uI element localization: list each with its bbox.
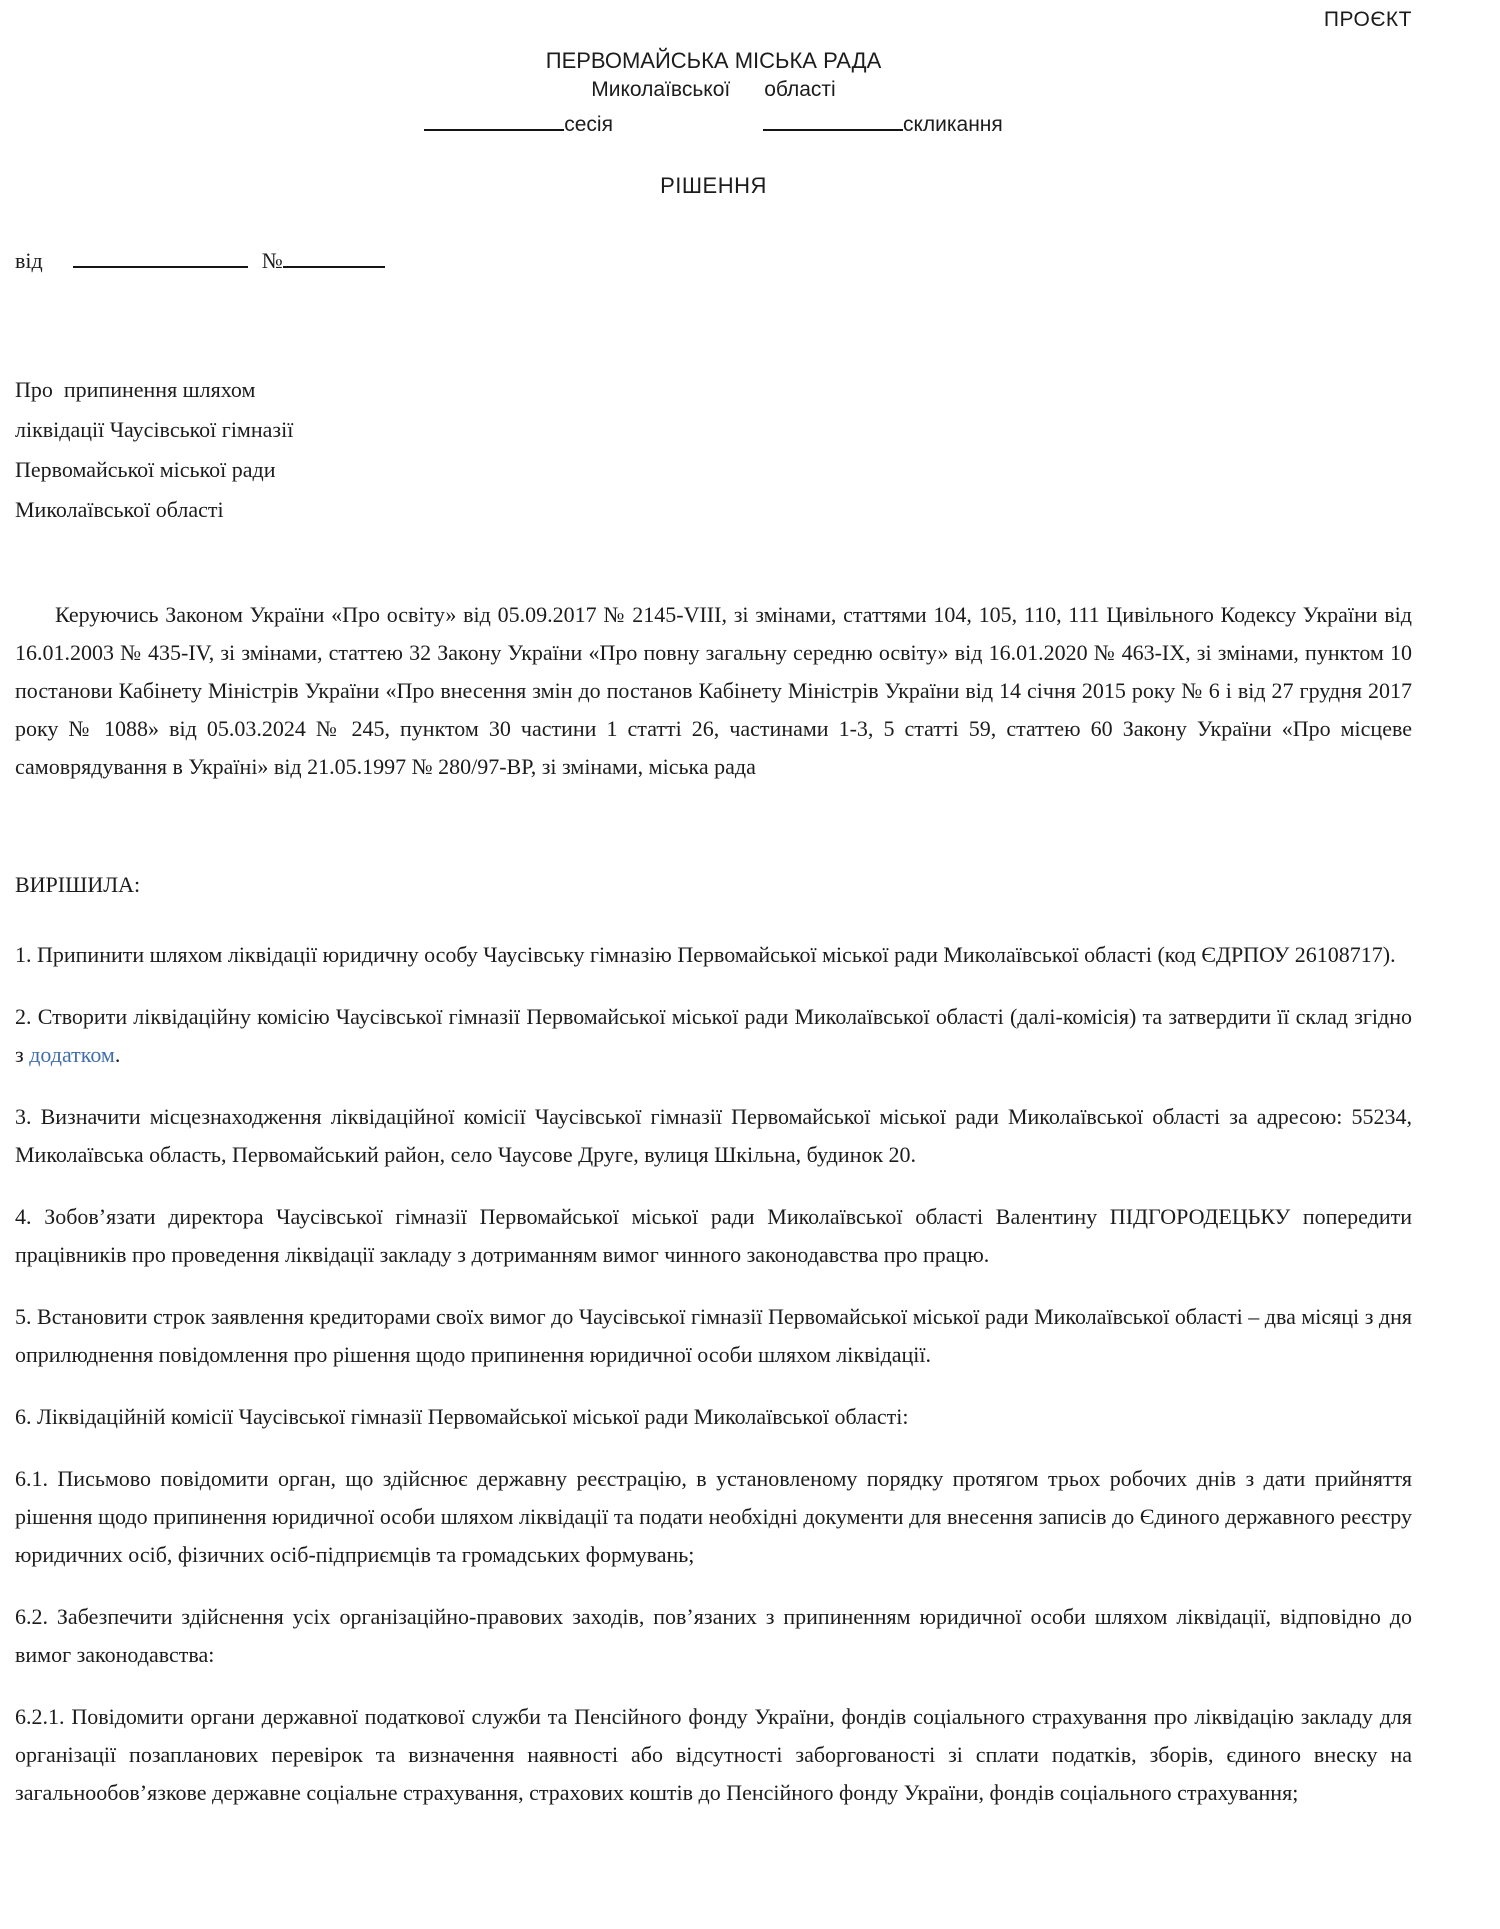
decree-item-6-2: 6.2. Забезпечити здійснення усіх організаційно-правових заходів, пов’язаних з припиненням юридичної особи шляхом ліквідації, відповідно до вимог законодавства: bbox=[15, 1603, 1412, 1667]
session-line bbox=[15, 109, 1412, 137]
decision-title: РІШЕННЯ bbox=[660, 172, 767, 198]
draft-label: ПРОЄКТ bbox=[1323, 8, 1412, 31]
number-blank bbox=[283, 245, 385, 268]
date-prefix: від bbox=[15, 247, 43, 273]
date-blank bbox=[73, 245, 248, 268]
session-word: сесія bbox=[564, 112, 613, 136]
subject-line-3: Первомайської міської ради bbox=[15, 456, 276, 482]
decree-item-2-period: . bbox=[114, 1041, 121, 1067]
decree-item-2 bbox=[15, 998, 1412, 1074]
number-prefix: № bbox=[261, 247, 283, 273]
decree-item-1: 1. Припинити шляхом ліквідації юридичну особу Чаусівську гімназію Первомайської міської ради Миколаївської області (код ЄДРПОУ 26108717). bbox=[15, 941, 1396, 967]
session-number-blank bbox=[424, 109, 564, 131]
decree-item-6: 6. Ліквідаційній комісії Чаусівської гімназії Первомайської міської ради Миколаївської області: bbox=[15, 1403, 909, 1429]
resolved-label: ВИРІШИЛА: bbox=[15, 871, 141, 897]
decree-item-6-1: 6.1. Письмово повідомити орган, що здійснює державну реєстрацію, в установленому порядку протягом трьох робочих днів з дати прийняття рішення щодо припинення юридичної особи шляхом ліквідації та подати необхідні документи для внесення записів до Єдиного державного реєстру юридичних осіб, фізичних осіб-підприємців та громадських формувань; bbox=[15, 1465, 1412, 1567]
decree-subject bbox=[15, 370, 535, 530]
convocation-word: скликання bbox=[902, 112, 1003, 136]
council-name: ПЕРВОМАЙСЬКА МІСЬКА РАДА bbox=[545, 48, 882, 73]
convocation-number-blank bbox=[763, 109, 903, 131]
subject-line-4: Миколаївської області bbox=[15, 496, 224, 522]
region-word-2: області bbox=[764, 78, 836, 101]
region-line bbox=[15, 78, 1412, 102]
decree-item-6-2-1: 6.2.1. Повідомити органи державної податкової служби та Пенсійного фонду України, фондів соціального страхування про ліквідацію закладу для організації позапланових перевірок та визначення наявності або відсутності заборгованості зі сплати податків, зборів, єдиного внеску на загальнообов’язкове державне соціальне страхування, страхових коштів до Пенсійного фонду України, фондів соціального страхування; bbox=[15, 1703, 1412, 1805]
decree-item-2-text: 2. Створити ліквідаційну комісію Чаусівської гімназії Первомайської міської ради Миколаївської області (далі-комісія) та затвердити її склад згідно з bbox=[15, 1003, 1412, 1067]
appendix-link[interactable]: додатком bbox=[29, 1041, 115, 1067]
document-header bbox=[15, 48, 1412, 199]
date-number-line bbox=[15, 245, 1412, 274]
subject-line-1: Про припинення шляхом bbox=[15, 376, 256, 402]
decree-item-4: 4. Зобов’язати директора Чаусівської гімназії Первомайської міської ради Миколаївської області Валентину ПІДГОРОДЕЦЬКУ попередити працівників про проведення ліквідації закладу з дотриманням вимог чинного законодавства про працю. bbox=[15, 1203, 1412, 1267]
decree-item-3: 3. Визначити місцезнаходження ліквідаційної комісії Чаусівської гімназії Первомайської міської ради Миколаївської області за адресою: 55234, Миколаївська область, Первомайський район, село Чаусове Друге, вулиця Шкільна, будинок 20. bbox=[15, 1103, 1412, 1167]
subject-line-2: ліквідації Чаусівської гімназії bbox=[15, 416, 294, 442]
region-word-1: Миколаївської bbox=[591, 78, 731, 101]
preamble-paragraph: Керуючись Законом України «Про освіту» від 05.09.2017 № 2145-VIII, зі змінами, статтями 104, 105, 110, 111 Цивільного Кодексу України від 16.01.2003 № 435-IV, зі змінами, статтею 32 Закону України «Про повну загальну середню освіту» від 16.01.2020 № 463-IX, зі змінами, пунктом 10 постанови Кабінету Міністрів України «Про внесення змін до постанов Кабінету Міністрів України від 14 січня 2015 року № 6 і від 27 грудня 2017 року № 1088» від 05.03.2024 № 245, пунктом 30 частини 1 статті 26, частинами 1-3, 5 статті 59, статтею 60 Закону України «Про місцеве самоврядування в Україні» від 21.05.1997 № 280/97-ВР, зі змінами, міська рада bbox=[15, 601, 1412, 779]
decree-item-5: 5. Встановити строк заявлення кредиторами своїх вимог до Чаусівської гімназії Первомайської міської ради Миколаївської області – два місяці з дня оприлюднення повідомлення про рішення щодо припинення юридичної особи шляхом ліквідації. bbox=[15, 1303, 1412, 1367]
